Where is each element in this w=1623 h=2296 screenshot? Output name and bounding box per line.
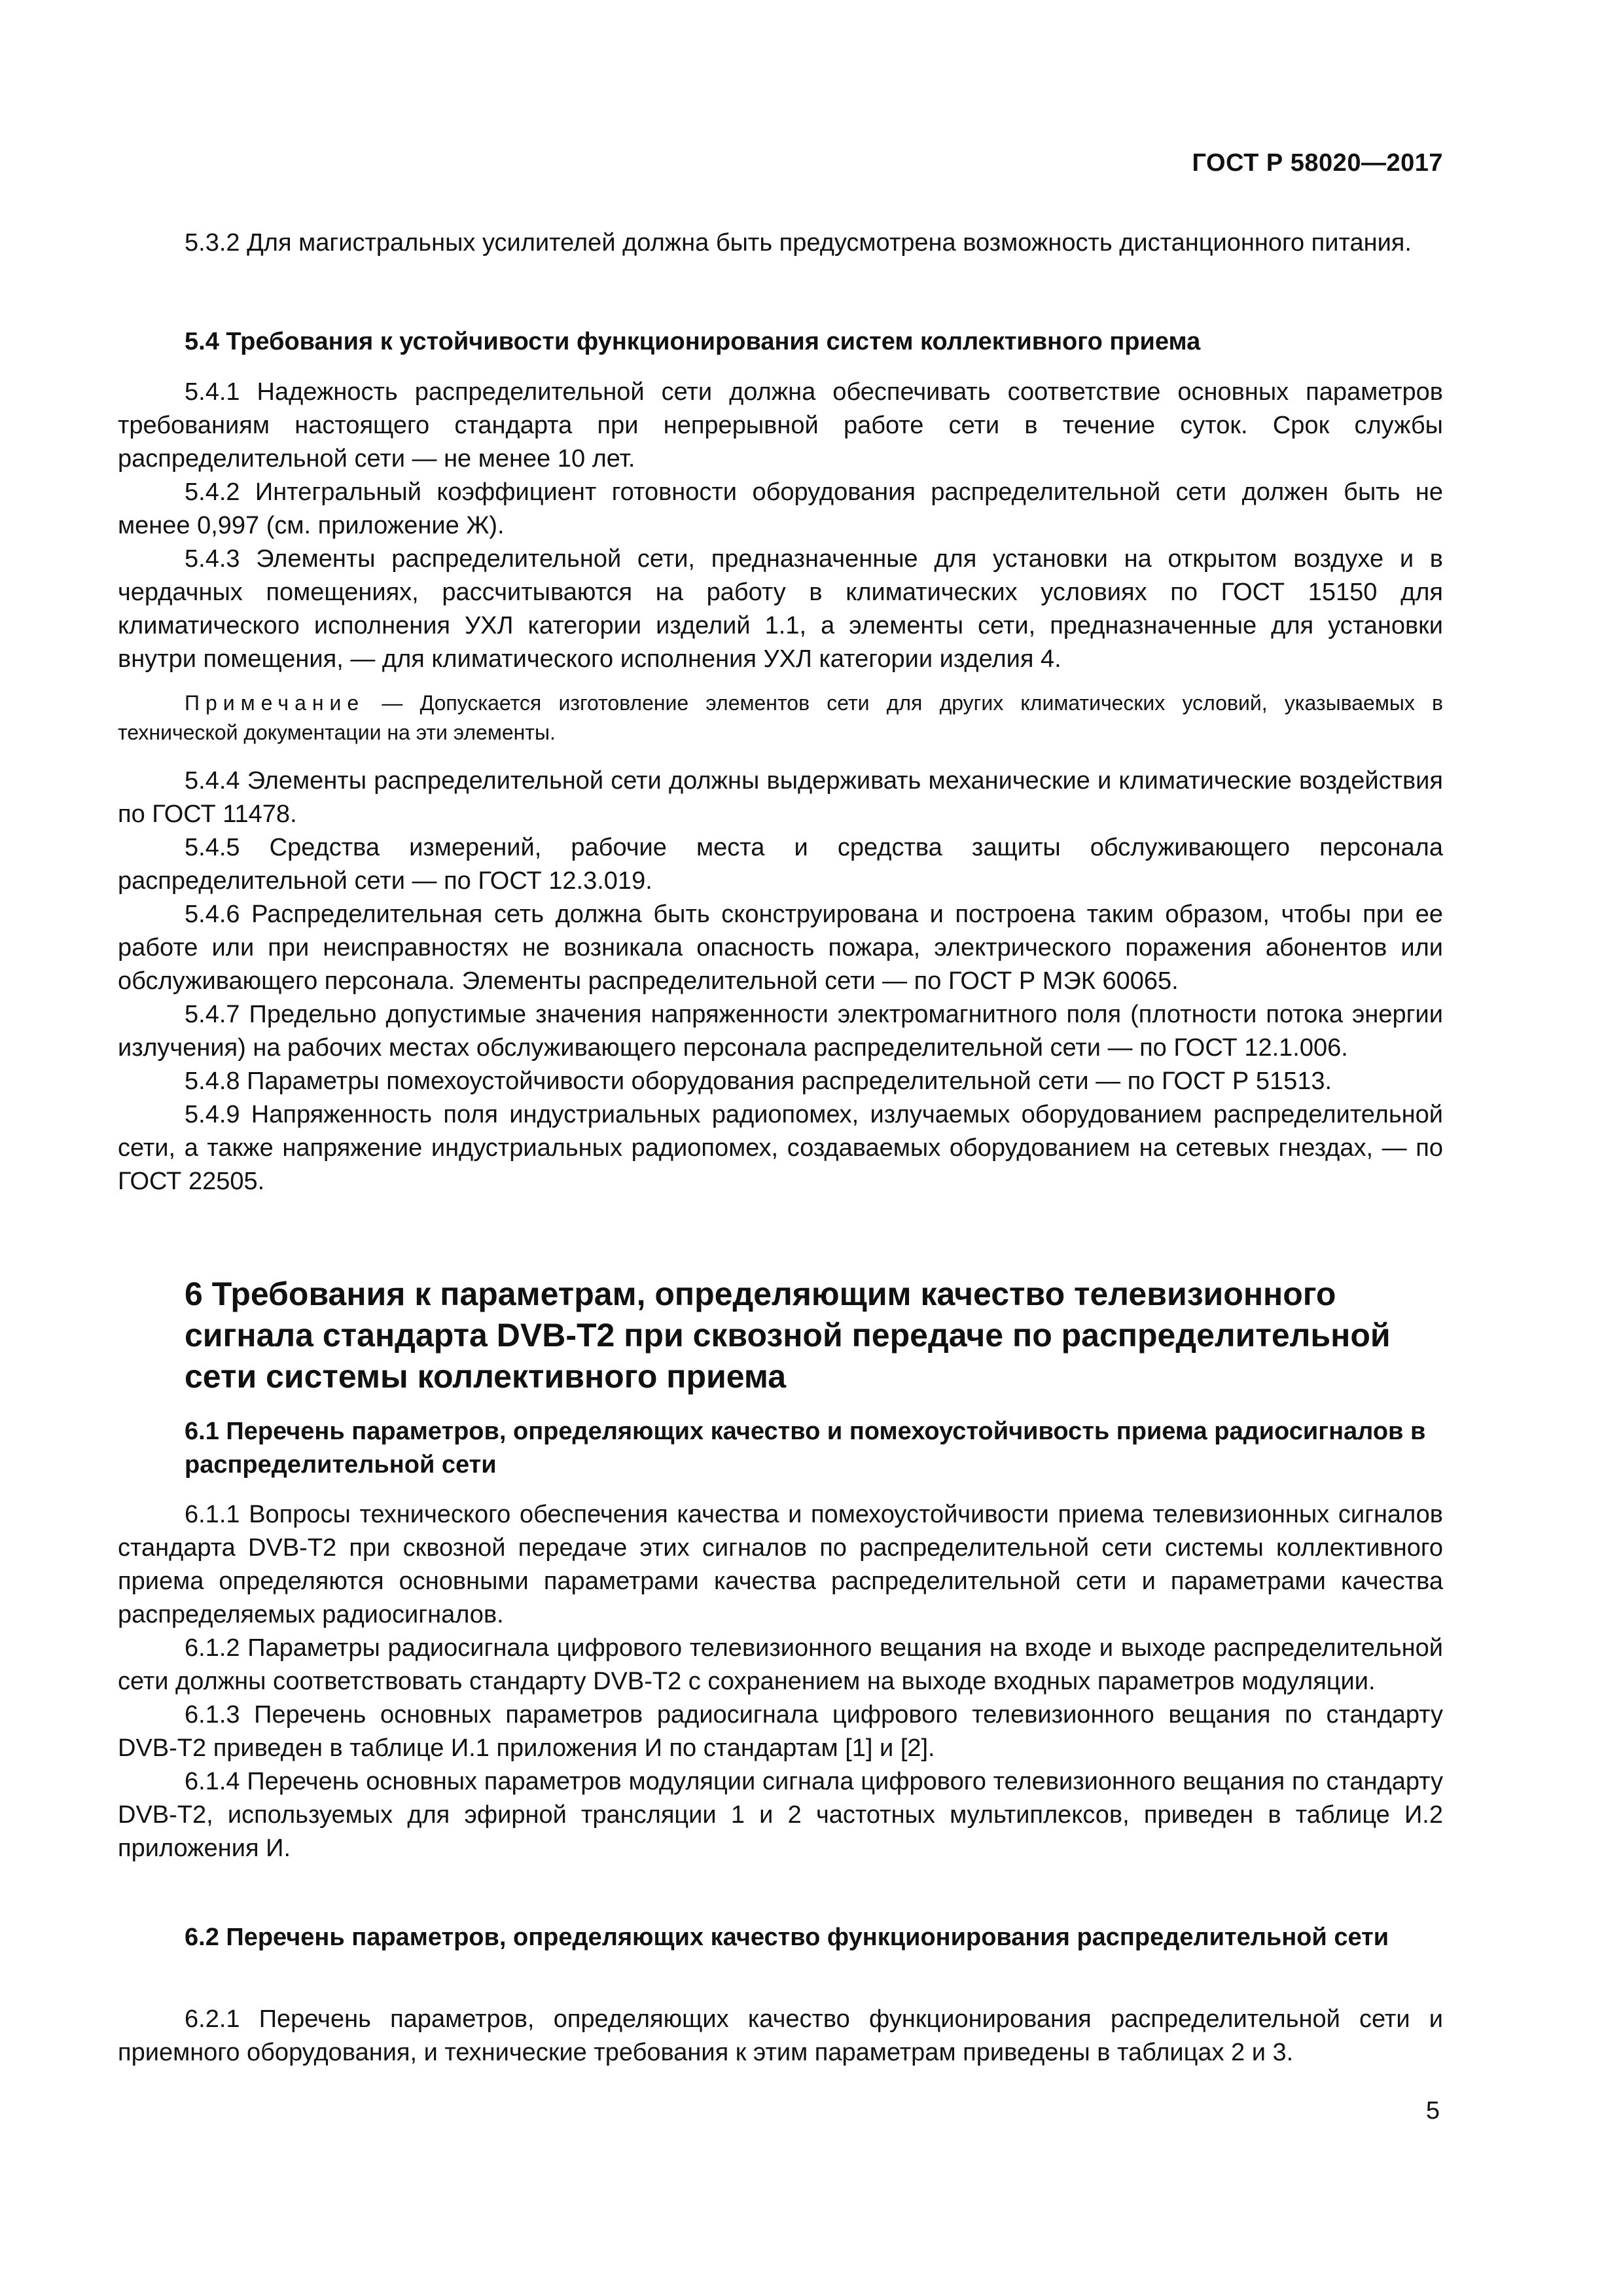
paragraph-5-4-3: 5.4.3 Элементы распределительной сети, предназначенные для установки на открытом воздухе и в чердачных помещениях, рассчитываются на работу в климатических условиях по ГОСТ 15150 для климатического исполнения УХЛ категории изделий 1.1, а элементы сети, предназначенные для установки внутри помещения, — для климатического исполнения УХЛ категории изделия 4.: [118, 545, 1443, 673]
paragraph-6-2-1: 6.2.1 Перечень параметров, определяющих качество функционирования распределительной сети и приемного оборудования, и технические требования к этим параметрам приведены в таблицах 2 и 3.: [118, 2005, 1443, 2066]
page-number: 5: [1425, 2097, 1440, 2125]
paragraph-5-4-8: 5.4.8 Параметры помехоустойчивости оборудования распределительной сети — по ГОСТ Р 51513.: [185, 1067, 1332, 1095]
paragraph-5-4-5: 5.4.5 Средства измерений, рабочие места и средства защиты обслуживающего персонала распределительной сети — по ГОСТ 12.3.019.: [118, 834, 1443, 895]
paragraph-6-1-4: 6.1.4 Перечень основных параметров модуляции сигнала цифрового телевизионного вещания по стандарту DVB-T2, используемых для эфирной трансляции 1 и 2 частотных мультиплексов, приведен в таблице И.2 приложения И.: [118, 1768, 1443, 1862]
paragraph-5-4-2: 5.4.2 Интегральный коэффициент готовности оборудования распределительной сети должен быть не менее 0,997 (см. приложение Ж).: [118, 478, 1443, 539]
chapter-heading-6: 6 Требования к параметрам, определяющим качество телевизионного сигнала стандарта DVB-T2 при сквозной передаче по распределительной сети системы коллективного приема: [185, 1276, 1391, 1395]
section-heading-5-4: 5.4 Требования к устойчивости функционирования систем коллективного приема: [185, 328, 1201, 355]
paragraph-5-4-9: 5.4.9 Напряженность поля индустриальных радиопомех, излучаемых оборудованием распределительной сети, а также напряжение индустриальных радиопомех, создаваемых оборудованием на сетевых гнездах, — по ГОСТ 22505.: [118, 1101, 1443, 1195]
document-header: ГОСТ Р 58020—2017: [1192, 149, 1443, 177]
paragraph-5-4-7: 5.4.7 Предельно допустимые значения напряженности электромагнитного поля (плотности потока энергии излучения) на рабочих местах обслуживающего персонала распределительной сети — по ГОСТ 12.1.006.: [118, 1001, 1443, 1062]
paragraph-6-1-1: 6.1.1 Вопросы технического обеспечения качества и помехоустойчивости приема телевизионных сигналов стандарта DVB-T2 при сквозной передаче этих сигналов по распределительной сети системы коллективного приема определяются основными параметрами качества распределительной сети и параметрами качества распределяемых радиосигналов.: [118, 1501, 1443, 1628]
section-heading-6-2: 6.2 Перечень параметров, определяющих качество функционирования распределительной сети: [185, 1924, 1389, 1951]
note-text: — Допускается изготовление элементов сети для других климатических условий, указываемых в технической документации на эти элементы.: [118, 691, 1443, 744]
note: [118, 689, 1443, 747]
paragraph-6-1-3: 6.1.3 Перечень основных параметров радиосигнала цифрового телевизионного вещания по стандарту DVB-T2 приведен в таблице И.1 приложения И по стандартам [1] и [2].: [118, 1701, 1443, 1762]
paragraph-5-4-4: 5.4.4 Элементы распределительной сети должны выдерживать механические и климатические воздействия по ГОСТ 11478.: [118, 767, 1443, 828]
section-heading-6-1: 6.1 Перечень параметров, определяющих качество и помехоустойчивость приема радиосигналов в распределительной сети: [185, 1418, 1426, 1479]
paragraph-5-3-2: 5.3.2 Для магистральных усилителей должна быть предусмотрена возможность дистанционного питания.: [185, 229, 1412, 257]
paragraph-5-4-6: 5.4.6 Распределительная сеть должна быть сконструирована и построена таким образом, чтобы при ее работе или при неисправностях не возникала опасность пожара, электрического поражения абонентов или обслуживающего персонала. Элементы распределительной сети — по ГОСТ Р МЭК 60065.: [118, 901, 1443, 995]
paragraph-6-1-2: 6.1.2 Параметры радиосигнала цифрового телевизионного вещания на входе и выходе распределительной сети должны соответствовать стандарту DVB-T2 с сохранением на выходе входных параметров модуляции.: [118, 1634, 1443, 1695]
note-label: Примечание: [185, 691, 365, 715]
paragraph-5-4-1: 5.4.1 Надежность распределительной сети должна обеспечивать соответствие основных параметров требованиям настоящего стандарта при непрерывной работе сети в течение суток. Срок службы распределительной сети — не менее 10 лет.: [118, 378, 1443, 473]
